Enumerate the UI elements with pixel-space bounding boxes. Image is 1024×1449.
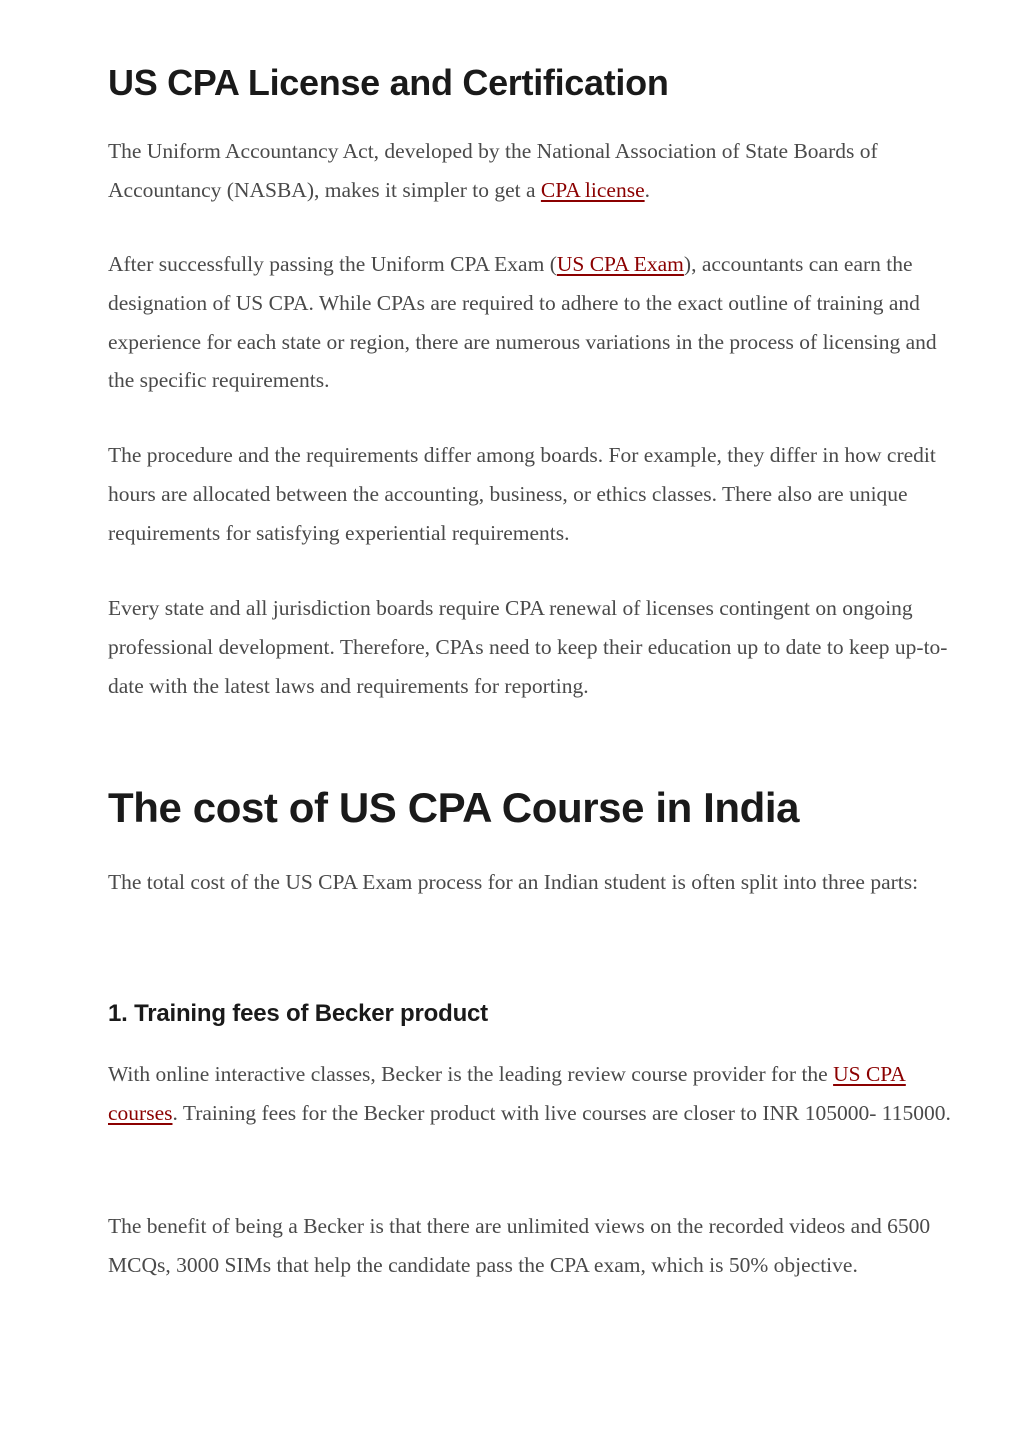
paragraph-becker-benefits: The benefit of being a Becker is that there are unlimited views on the recorded videos and 6500 MCQs, 3000 SIMs that help the candidate pass the CPA exam, which is 50% objective. bbox=[108, 1214, 931, 1277]
section-heading-license: US CPA License and Certification bbox=[108, 62, 669, 103]
paragraph-text: . bbox=[644, 177, 650, 202]
us-cpa-courses-link[interactable]: US CPA courses bbox=[108, 1062, 906, 1125]
paragraph-text: The Uniform Accountancy Act, developed by the National Association of State Boards of Accountancy (NASBA), makes it simpler to get a bbox=[108, 139, 878, 202]
paragraph-text: With online interactive classes, Becker is the leading review course provider for the bbox=[108, 1062, 834, 1086]
paragraph-board-requirements: The procedure and the requirements differ among boards. For example, they differ in how credit hours are allocated between the accounting, business, or ethics classes. There also are unique requirements for satisfying experiential requirements. bbox=[108, 443, 936, 545]
paragraph-cost-intro: The total cost of the US CPA Exam process for an Indian student is often split into three parts: bbox=[108, 870, 919, 894]
paragraph-text: After successfully passing the Uniform CPA Exam ( bbox=[108, 252, 557, 276]
paragraph-uniform-accountancy-act bbox=[108, 132, 953, 210]
paragraph-text: ), accountants can earn the designation of US CPA. While CPAs are required to adhere to the exact outline of training and experience for each state or region, there are numerous variations in the process of licensing and the specific requirements. bbox=[108, 252, 937, 393]
cpa-license-link[interactable]: CPA license bbox=[540, 177, 645, 202]
paragraph-text: . Training fees for the Becker product with live courses are closer to INR 105000- 115000. bbox=[172, 1100, 951, 1125]
subsection-heading-becker: 1. Training fees of Becker product bbox=[108, 1000, 488, 1027]
paragraph-designation bbox=[108, 245, 953, 400]
us-cpa-exam-link[interactable]: US CPA Exam bbox=[556, 252, 684, 276]
paragraph-license-renewal: Every state and all jurisdiction boards require CPA renewal of licenses contingent on ongoing professional development. Therefore, CPAs need to keep their education up to date to keep up-to-date with the latest laws and requirements for reporting. bbox=[108, 596, 948, 698]
paragraph-becker-fees bbox=[108, 1055, 953, 1133]
section-heading-cost: The cost of US CPA Course in India bbox=[108, 784, 800, 831]
